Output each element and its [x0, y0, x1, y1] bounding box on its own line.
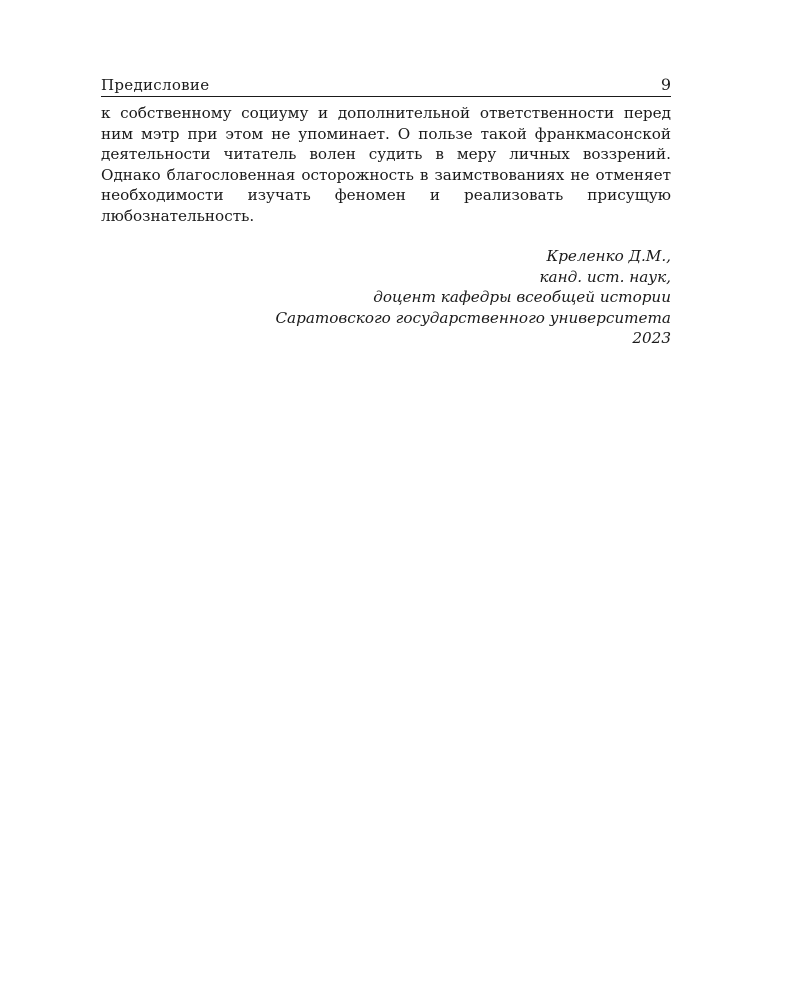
- page-number: 9: [660, 75, 671, 94]
- signature-degree: канд. ист. наук,: [539, 267, 671, 286]
- book-page: [101, 72, 671, 349]
- signature-year: 2023: [632, 329, 671, 347]
- body-paragraph: к собственному социуму и дополнительной ответственности перед ним мэтр при этом не упоминает. О пользе такой франкмасонской деятельности читатель волен судить в меру личных воззрений. Однако благословенная осторожность в заимствованиях не отменяет необходимости изучать феномен и реализовать присущую любознательность.: [101, 104, 671, 225]
- signature-block: [101, 246, 671, 349]
- running-header: [101, 72, 671, 97]
- signature-position: доцент кафедры всеобщей истории: [373, 288, 671, 306]
- signature-author: Креленко Д.М.,: [546, 247, 671, 265]
- signature-institution: Саратовского государственного университета: [275, 308, 671, 327]
- running-title: Предисловие: [101, 76, 210, 94]
